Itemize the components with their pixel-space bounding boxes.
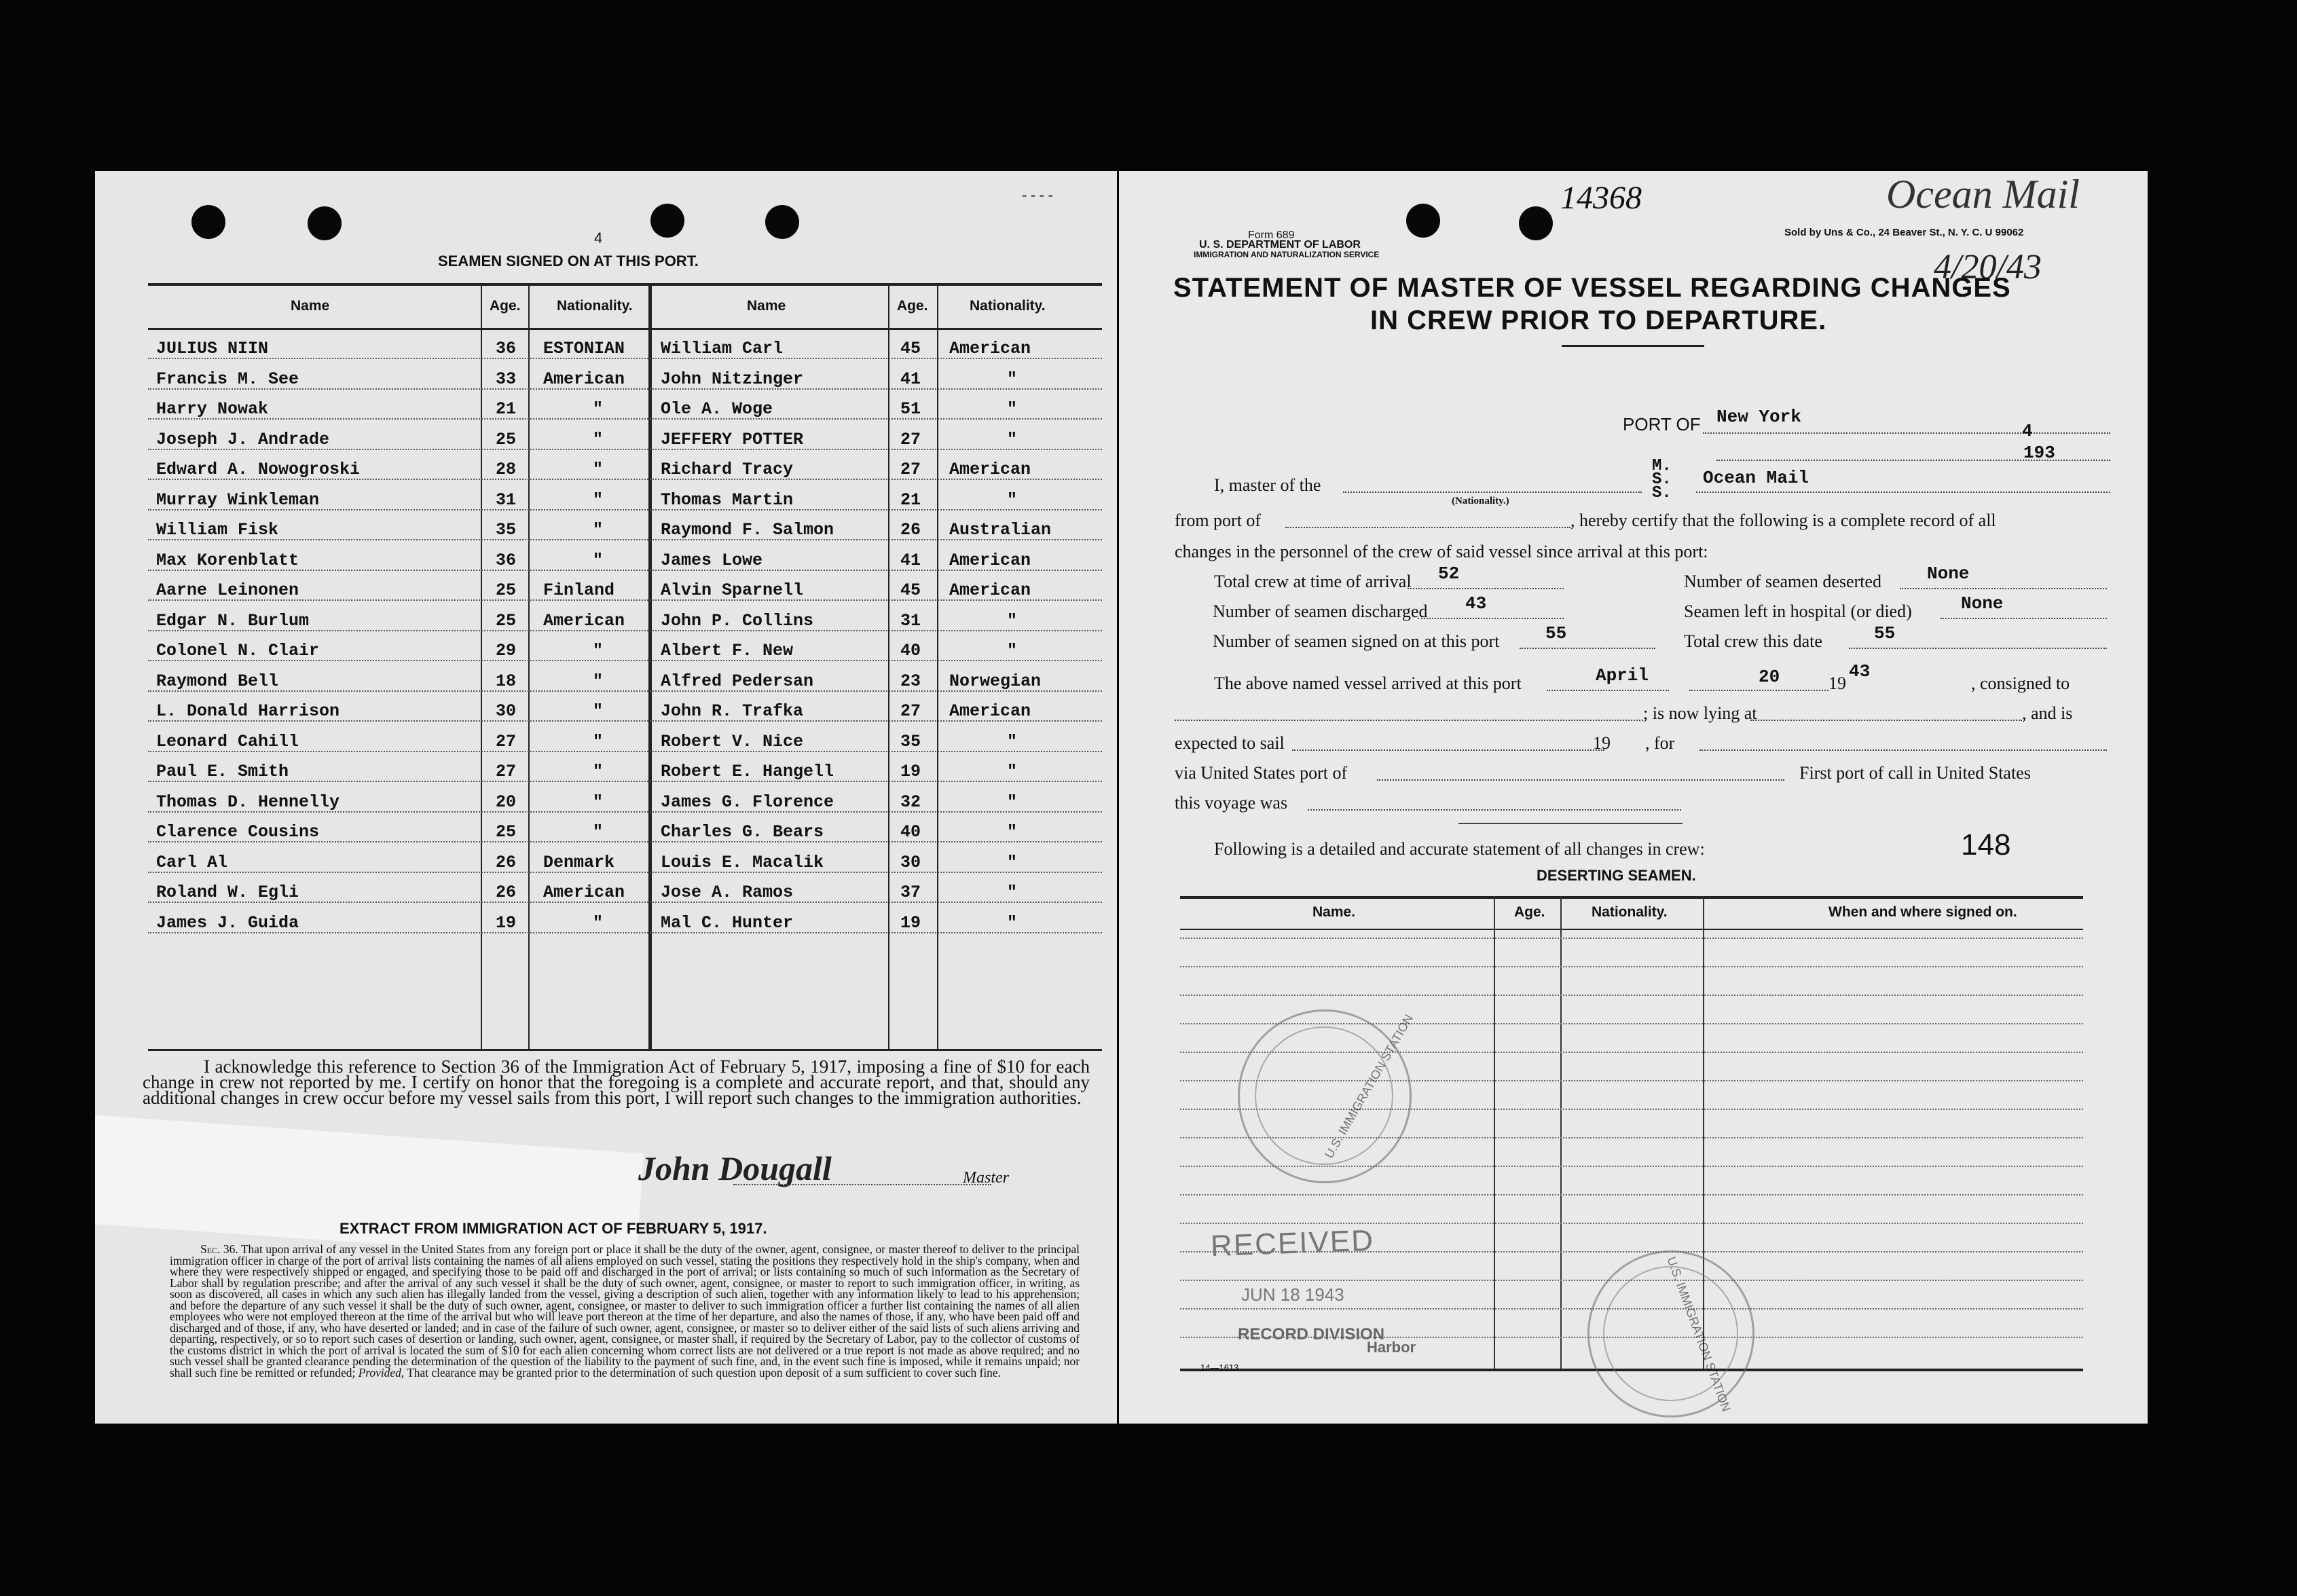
- table-cell: Ole A. Woge: [661, 399, 773, 419]
- table-cell: Richard Tracy: [661, 460, 794, 479]
- lying-label: ; is now lying at: [1643, 703, 1757, 723]
- table-row: [1180, 965, 2083, 967]
- signed-on-label: Number of seamen signed on at this port: [1213, 631, 1500, 651]
- handwritten-note: Ocean Mail: [1886, 172, 2080, 217]
- table-cell: Finland: [543, 580, 615, 600]
- form-title-line2: IN CREW PRIOR TO DEPARTURE.: [1370, 305, 1827, 335]
- table-cell: Francis M. See: [156, 369, 299, 389]
- total-changes: 148: [1961, 828, 2011, 861]
- table-cell: 26: [900, 520, 921, 540]
- voyage-label: this voyage was: [1175, 793, 1288, 813]
- left-page: - - - - 4 SEAMEN SIGNED ON AT THIS PORT. Name Age. Nationality. Name Age. Nationality. JULIUS NIIN 36 ESTONIAN William Carl 45 American Francis M. See 33 American John Nitzinger 41 " Harry Nowak 21 " Ole A. Woge 51 " Joseph J. Andrade 25 " JEFFERY POTTER 27 " Edward A. Nowogroski 28 " Richard Tracy 27 American Murray Winkleman 31 " Thomas Martin 21 " William Fisk 35 " Raymond F. Salmon 26 Australian Max Korenblatt 36 " James Lowe 41 American Aarne Leinonen 25 Finland Alvin Sparnell 45 American Edgar N. Burlum 25 American John P. Collins 31 " Colonel N. Clair 29 " Albert F. New 40 " Raymond Bell 18 " Alfred Pedersan 23 Norwegian L. Donald Harrison 30 " John R. Trafka 27 American Leonard Cahill 27 " Robert V. Nice 35 " Paul E. Smith 27 " Robert E. Hangell 19 " Thomas D. Hennelly 20 " James G. Florence 32 " Clarence Cousins 25 " Charles G. Bears 40 " Carl Al 26 Denmark Louis E. Macalik 30 " Roland W. Egli 26 American Jose A. Ramos 37 " James J. Guida 19 " Mal C. Hunter 19 " I acknowledge this reference to Section 36 of the Immigration Act of February 5, 1917, imposing a fine of $10 for each change in crew not reported by me. I certify on honor that the foregoing is a complete and accurate report, and that, should any additional changes in crew occur before my vessel sails from this port, I will report such changes to the immigration authorities. John Dougall Master EXTRACT FROM IMMIGRATION ACT OF FEBRUARY 5, 1917. Sec. 36. That upon arrival of any vessel in the United States from any foreign port or place it shall be the duty of the owner, agent, consignee, or master thereof to deliver to the principal immigration officer in charge of the port of arrival lists containing the names of all aliens employed on such vessel, stating the positions they respectively hold in the ship's company, when and where they were respectively shipped or engaged, and specifying those to be paid off and discharged in the port of arrival; or lists containing so much of such information as the Secretary of Labor shall by regulation prescribe; and after the arrival of any such vessel it shall be the duty of such owner, agent, consignee, or master to report to such immigration officer, in writing, as soon as discovered, all cases in which any such alien has illegally landed from the vessel, giving a description of such alien, together with any information likely to lead to his apprehension; and before the departure of any such vessel it shall be the duty of such owner, agent, consignee, or master to deliver to such immigration officer a further list containing the names of all alien employees who were not employed thereon at the time of the arrival but who will leave port thereon at the time of her departure, and also the names of those, if any, who have been paid off and discharged and of those, if any, who have deserted or landed; and in case of the failure of such owner, agent, consignee, or master so to deliver either of the said lists of such aliens arriving and departing, respectively, or so to report such cases of desertion or landing, such owner, agent, consignee, or master shall, if required by the Secretary of Labor, pay to the collector of customs of the customs district in which the port of arrival is located the sum of $10 for each alien concerning whom correct lists are not delivered or a true report is not made as above required; and no such vessel shall be granted clearance pending the determination of the question of the liability to the payment of such fine, and, in the event such fine is imposed, while it remains unpaid; nor shall such fine be remitted or refunded; Provided, That clearance may be granted prior to the determination of such question upon deposit of a sum sufficient to cover such fine.: [95, 171, 1117, 1424]
- certify-text: , hereby certify that the following is a complete record of all: [1570, 511, 1996, 530]
- table-cell: James Lowe: [661, 550, 763, 570]
- changes-text: changes in the personnel of the crew of said vessel since arrival at this port:: [1175, 542, 1708, 561]
- table-cell: Robert V. Nice: [661, 731, 804, 751]
- table-cell: ": [593, 912, 604, 933]
- form-title-line1: STATEMENT OF MASTER OF VESSEL REGARDING CHANGES: [1173, 273, 2011, 303]
- deserted-label: Number of seamen deserted: [1684, 572, 1881, 591]
- table-cell: Louis E. Macalik: [661, 852, 824, 872]
- from-port-label: from port of: [1175, 511, 1262, 530]
- crew-table-title: SEAMEN SIGNED ON AT THIS PORT.: [438, 253, 699, 270]
- table-cell: 30: [900, 852, 921, 872]
- table-cell: Roland W. Egli: [156, 883, 299, 902]
- table-cell: ": [593, 731, 604, 751]
- arrived-month: April: [1596, 665, 1649, 686]
- table-cell: Denmark: [543, 852, 615, 872]
- table-cell: Charles G. Bears: [661, 822, 824, 842]
- table-row: [1180, 994, 2083, 996]
- table-cell: Edgar N. Burlum: [156, 610, 310, 631]
- table-row: [148, 814, 1102, 844]
- date-suffix: 4: [2022, 421, 2033, 441]
- table-cell: ": [593, 671, 604, 691]
- table-cell: ": [1007, 852, 1018, 872]
- master-text: I, master of the: [1214, 475, 1321, 495]
- table-cell: ": [593, 429, 604, 449]
- table-cell: 27: [900, 429, 921, 449]
- harbor-text: Harbor: [1367, 1339, 1416, 1356]
- nineteen: 19: [1829, 673, 1846, 693]
- deserting-title: DESERTING SEAMEN.: [1537, 867, 1696, 884]
- table-row: [148, 845, 1102, 874]
- table-cell: 41: [900, 550, 921, 570]
- handwritten-number: 14368: [1560, 180, 1642, 216]
- total-crew-value: 52: [1438, 563, 1460, 584]
- table-cell: Norwegian: [949, 671, 1042, 691]
- table-cell: 27: [900, 701, 921, 721]
- table-cell: William Fisk: [156, 520, 279, 540]
- table-cell: American: [949, 701, 1031, 721]
- total-crew-label: Total crew at time of arrival: [1214, 572, 1412, 591]
- table-cell: ": [1007, 641, 1018, 661]
- table-row: [1180, 1222, 2083, 1224]
- arrived-day: 20: [1759, 667, 1780, 687]
- tape-overlay: [95, 1115, 644, 1262]
- table-cell: JEFFERY POTTER: [661, 429, 804, 449]
- table-cell: ": [593, 460, 604, 479]
- punch-hole: [191, 205, 225, 239]
- table-row: [1180, 937, 2083, 939]
- acknowledgment-text: I acknowledge this reference to Section 36 of the Immigration Act of February 5, 1917, imposing a fine of $10 for each change in crew not reported by me. I certify on honor that the foregoing is a complete and accurate report, and that, should any additional changes in crew occur before my vessel sails from this port, I will report such changes to the immigration authorities.: [143, 1056, 1090, 1108]
- table-cell: ": [1007, 731, 1018, 751]
- column-header: Age.: [490, 298, 521, 314]
- immigration-station-stamp: U.S. IMMIGRATION STATION: [1587, 1250, 1754, 1417]
- table-cell: American: [949, 460, 1031, 479]
- table-cell: Max Korenblatt: [156, 550, 299, 570]
- hospital-label: Seamen left in hospital (or died): [1684, 601, 1912, 621]
- table-cell: 27: [900, 460, 921, 479]
- section-36-text: Sec. 36. That upon arrival of any vessel in the United States from any foreign port or place it shall be the duty of the owner, agent, consignee, or master thereof to deliver to the principal immigration officer in charge of the port of arrival lists containing the names of all aliens employed on such vessel, stating the positions they respectively hold in the ship's company, when and where they were respectively shipped or engaged, and specifying those to be paid off and discharged in the port of arrival; or lists containing so much of such information as the Secretary of Labor shall by regulation prescribe; and after the arrival of any such vessel it shall be the duty of such owner, agent, consignee, or master to report to such immigration officer, in writing, as soon as discovered, all cases in which any such alien has illegally landed from the vessel, giving a description of such alien, together with any information likely to lead to his apprehension; and before the departure of any such vessel it shall be the duty of such owner, agent, consignee, or master to deliver to such immigration officer a further list containing the names of all alien employees who were not employed thereon at the time of the arrival but who will leave port thereon at the time of her departure, and also the names of those, if any, who have been paid off and discharged and of those, if any, who have deserted or landed; and in case of the failure of such owner, agent, consignee, or master so to deliver either of the said lists of such aliens arriving and departing, respectively, or so to report such cases of desertion or landing, such owner, agent, consignee, or master shall, if required by the Secretary of Labor, pay to the collector of customs of the customs district in which the port of arrival is located the sum of $10 for each alien concerning whom correct lists are not delivered or a true report is not made as above required; and no such vessel shall be granted clearance pending the determination of the question of the liability to the payment of such fine, and, in the event such fine is imposed, while it remains unpaid; nor shall such fine be remitted or refunded; Provided, That clearance may be granted prior to the determination of such question upon deposit of a sum sufficient to cover such fine.: [170, 1242, 1080, 1379]
- table-cell: American: [543, 369, 625, 389]
- immigration-station-stamp: U.S. IMMIGRATION STATION: [1238, 1009, 1412, 1183]
- table-cell: 23: [900, 671, 921, 691]
- table-cell: 21: [496, 399, 517, 419]
- table-cell: ": [593, 762, 604, 781]
- table-cell: 36: [496, 550, 517, 570]
- column-header: Name.: [1312, 904, 1356, 920]
- table-cell: Leonard Cahill: [156, 731, 299, 751]
- table-cell: 19: [900, 762, 921, 781]
- first-port-label: First port of call in United States: [1799, 763, 2031, 783]
- table-cell: 29: [496, 641, 517, 661]
- table-cell: 21: [900, 489, 921, 510]
- and-is-label: , and is: [2022, 703, 2073, 723]
- table-cell: ": [1007, 912, 1018, 933]
- table-cell: ": [593, 489, 604, 510]
- table-cell: JULIUS NIIN: [156, 339, 269, 358]
- arrived-label: The above named vessel arrived at this port: [1214, 673, 1522, 693]
- table-cell: John R. Trafka: [661, 701, 804, 721]
- table-cell: 35: [900, 731, 921, 751]
- table-row: [148, 905, 1102, 935]
- table-cell: 18: [496, 671, 517, 691]
- via-label: via United States port of: [1175, 763, 1348, 783]
- table-cell: William Carl: [661, 339, 784, 358]
- table-cell: ": [593, 550, 604, 570]
- table-row: [148, 663, 1102, 693]
- signed-on-value: 55: [1545, 623, 1567, 644]
- table-cell: American: [543, 883, 625, 902]
- table-cell: Clarence Cousins: [156, 822, 320, 842]
- table-cell: 20: [496, 792, 517, 812]
- table-cell: James G. Florence: [661, 792, 834, 812]
- consigned-label: , consigned to: [1971, 673, 2070, 693]
- discharged-label: Number of seamen discharged: [1213, 601, 1428, 621]
- table-cell: ": [593, 701, 604, 721]
- vessel-prefix: M. S. S.: [1652, 457, 1672, 502]
- table-row: [148, 542, 1102, 572]
- table-cell: 45: [900, 580, 921, 600]
- printer-note: Sold by Uns & Co., 24 Beaver St., N. Y. C. U 99062: [1784, 227, 2024, 238]
- table-cell: American: [949, 580, 1031, 600]
- table-cell: John P. Collins: [661, 610, 814, 631]
- table-cell: Carl Al: [156, 852, 228, 872]
- table-cell: Thomas D. Hennelly: [156, 792, 340, 812]
- table-cell: Albert F. New: [661, 641, 794, 661]
- port-value: New York: [1716, 407, 1801, 427]
- expected-label: expected to sail: [1175, 733, 1285, 753]
- table-cell: John Nitzinger: [661, 369, 804, 389]
- vessel-name: Ocean Mail: [1703, 468, 1809, 488]
- table-cell: 19: [900, 912, 921, 933]
- table-cell: ": [1007, 369, 1018, 389]
- table-cell: Thomas Martin: [661, 489, 794, 510]
- column-header: Nationality.: [557, 298, 633, 314]
- table-cell: Joseph J. Andrade: [156, 429, 330, 449]
- punch-hole: [1406, 204, 1440, 238]
- right-page: [1119, 171, 2148, 1424]
- nationality-label: (Nationality.): [1452, 496, 1509, 506]
- table-cell: 28: [496, 460, 517, 479]
- table-row: [148, 361, 1102, 391]
- table-cell: Jose A. Ramos: [661, 883, 794, 902]
- table-row: [148, 693, 1102, 723]
- table-cell: Edward A. Nowogroski: [156, 460, 361, 479]
- column-header: Nationality.: [1592, 904, 1668, 920]
- hospital-value: None: [1961, 593, 2004, 614]
- table-cell: ": [1007, 762, 1018, 781]
- table-cell: Alvin Sparnell: [661, 580, 804, 600]
- table-cell: 51: [900, 399, 921, 419]
- table-cell: James J. Guida: [156, 912, 299, 933]
- table-row: [148, 482, 1102, 512]
- table-cell: ": [593, 641, 604, 661]
- table-row: [148, 572, 1102, 602]
- table-cell: Robert E. Hangell: [661, 762, 834, 781]
- table-cell: Alfred Pedersan: [661, 671, 814, 691]
- column-header: When and where signed on.: [1829, 904, 2017, 920]
- table-cell: Raymond Bell: [156, 671, 279, 691]
- table-row: [148, 724, 1102, 754]
- table-cell: 35: [496, 520, 517, 540]
- nineteen: 19: [1593, 733, 1611, 753]
- table-cell: 26: [496, 883, 517, 902]
- table-cell: 26: [496, 852, 517, 872]
- table-cell: 31: [900, 610, 921, 631]
- table-cell: 40: [900, 641, 921, 661]
- table-cell: Colonel N. Clair: [156, 641, 320, 661]
- table-cell: 33: [496, 369, 517, 389]
- table-cell: American: [949, 550, 1031, 570]
- port-label: PORT OF: [1623, 414, 1701, 434]
- punch-hole: [765, 205, 799, 239]
- table-cell: L. Donald Harrison: [156, 701, 340, 721]
- punch-hole: [1519, 206, 1553, 240]
- table-cell: ": [1007, 399, 1018, 419]
- column-header: Nationality.: [970, 298, 1046, 314]
- table-cell: ": [593, 399, 604, 419]
- table-cell: 30: [496, 701, 517, 721]
- table-cell: ": [1007, 610, 1018, 631]
- following-label: Following is a detailed and accurate statement of all changes in crew:: [1214, 839, 1705, 859]
- table-cell: ESTONIAN: [543, 339, 625, 358]
- table-cell: 41: [900, 369, 921, 389]
- received-date: JUN 18 1943: [1241, 1284, 1344, 1305]
- table-row: [148, 391, 1102, 421]
- table-row: [148, 603, 1102, 633]
- master-signature: John Dougall: [638, 1149, 832, 1187]
- table-cell: 40: [900, 822, 921, 842]
- table-row: [148, 451, 1102, 481]
- table-row: [148, 422, 1102, 451]
- crew-table: [148, 283, 1102, 1050]
- table-cell: ": [593, 792, 604, 812]
- master-label: Master: [963, 1169, 1009, 1187]
- table-row: [148, 754, 1102, 783]
- column-header: Name: [291, 298, 330, 314]
- column-header: Age.: [897, 298, 928, 314]
- table-cell: ": [1007, 429, 1018, 449]
- received-stamp: RECEIVED: [1210, 1223, 1375, 1263]
- table-cell: Australian: [949, 520, 1052, 540]
- table-cell: 32: [900, 792, 921, 812]
- table-cell: 25: [496, 580, 517, 600]
- page-number: 4: [594, 229, 603, 246]
- extract-title: EXTRACT FROM IMMIGRATION ACT OF FEBRUARY 5, 1917.: [339, 1220, 767, 1237]
- handwritten-date: 4/20/43: [1934, 248, 2042, 286]
- table-cell: Paul E. Smith: [156, 762, 289, 781]
- table-cell: Murray Winkleman: [156, 489, 320, 510]
- table-cell: ": [1007, 792, 1018, 812]
- total-date-label: Total crew this date: [1684, 631, 1822, 651]
- discharged-value: 43: [1465, 593, 1487, 614]
- punch-hole: [308, 206, 342, 240]
- bottom-code: 14—1613: [1200, 1362, 1239, 1373]
- table-row: [148, 633, 1102, 663]
- table-cell: Mal C. Hunter: [661, 912, 794, 933]
- table-cell: ": [593, 520, 604, 540]
- table-cell: 27: [496, 762, 517, 781]
- table-cell: Aarne Leinonen: [156, 580, 299, 600]
- deserted-value: None: [1927, 563, 1970, 584]
- table-cell: ": [1007, 883, 1018, 902]
- table-cell: 25: [496, 822, 517, 842]
- table-row: [148, 874, 1102, 904]
- table-cell: 37: [900, 883, 921, 902]
- table-cell: 45: [900, 339, 921, 358]
- table-cell: ": [1007, 822, 1018, 842]
- punch-hole: [650, 204, 684, 238]
- service: IMMIGRATION AND NATURALIZATION SERVICE: [1194, 250, 1380, 259]
- table-cell: 19: [496, 912, 517, 933]
- table-row: [1180, 1193, 2083, 1195]
- record-division: RECORD DIVISION: [1238, 1325, 1385, 1343]
- table-cell: Harry Nowak: [156, 399, 269, 419]
- table-cell: ": [593, 822, 604, 842]
- table-cell: 25: [496, 610, 517, 631]
- arrived-year: 43: [1849, 661, 1871, 682]
- total-date-value: 55: [1874, 623, 1896, 644]
- table-cell: Raymond F. Salmon: [661, 520, 834, 540]
- column-header: Age.: [1514, 904, 1545, 920]
- table-cell: 31: [496, 489, 517, 510]
- table-cell: 36: [496, 339, 517, 358]
- form-number: Form 689: [1248, 229, 1295, 241]
- table-cell: ": [1007, 489, 1018, 510]
- table-row: [148, 331, 1102, 360]
- year-prefix: 193: [2023, 443, 2055, 463]
- department: U. S. DEPARTMENT OF LABOR: [1199, 239, 1361, 250]
- table-cell: American: [949, 339, 1031, 358]
- column-header: Name: [747, 298, 786, 314]
- table-row: [148, 512, 1102, 542]
- table-cell: 27: [496, 731, 517, 751]
- table-row: [148, 784, 1102, 814]
- for-label: , for: [1645, 733, 1675, 753]
- table-cell: American: [543, 610, 625, 631]
- table-cell: 25: [496, 429, 517, 449]
